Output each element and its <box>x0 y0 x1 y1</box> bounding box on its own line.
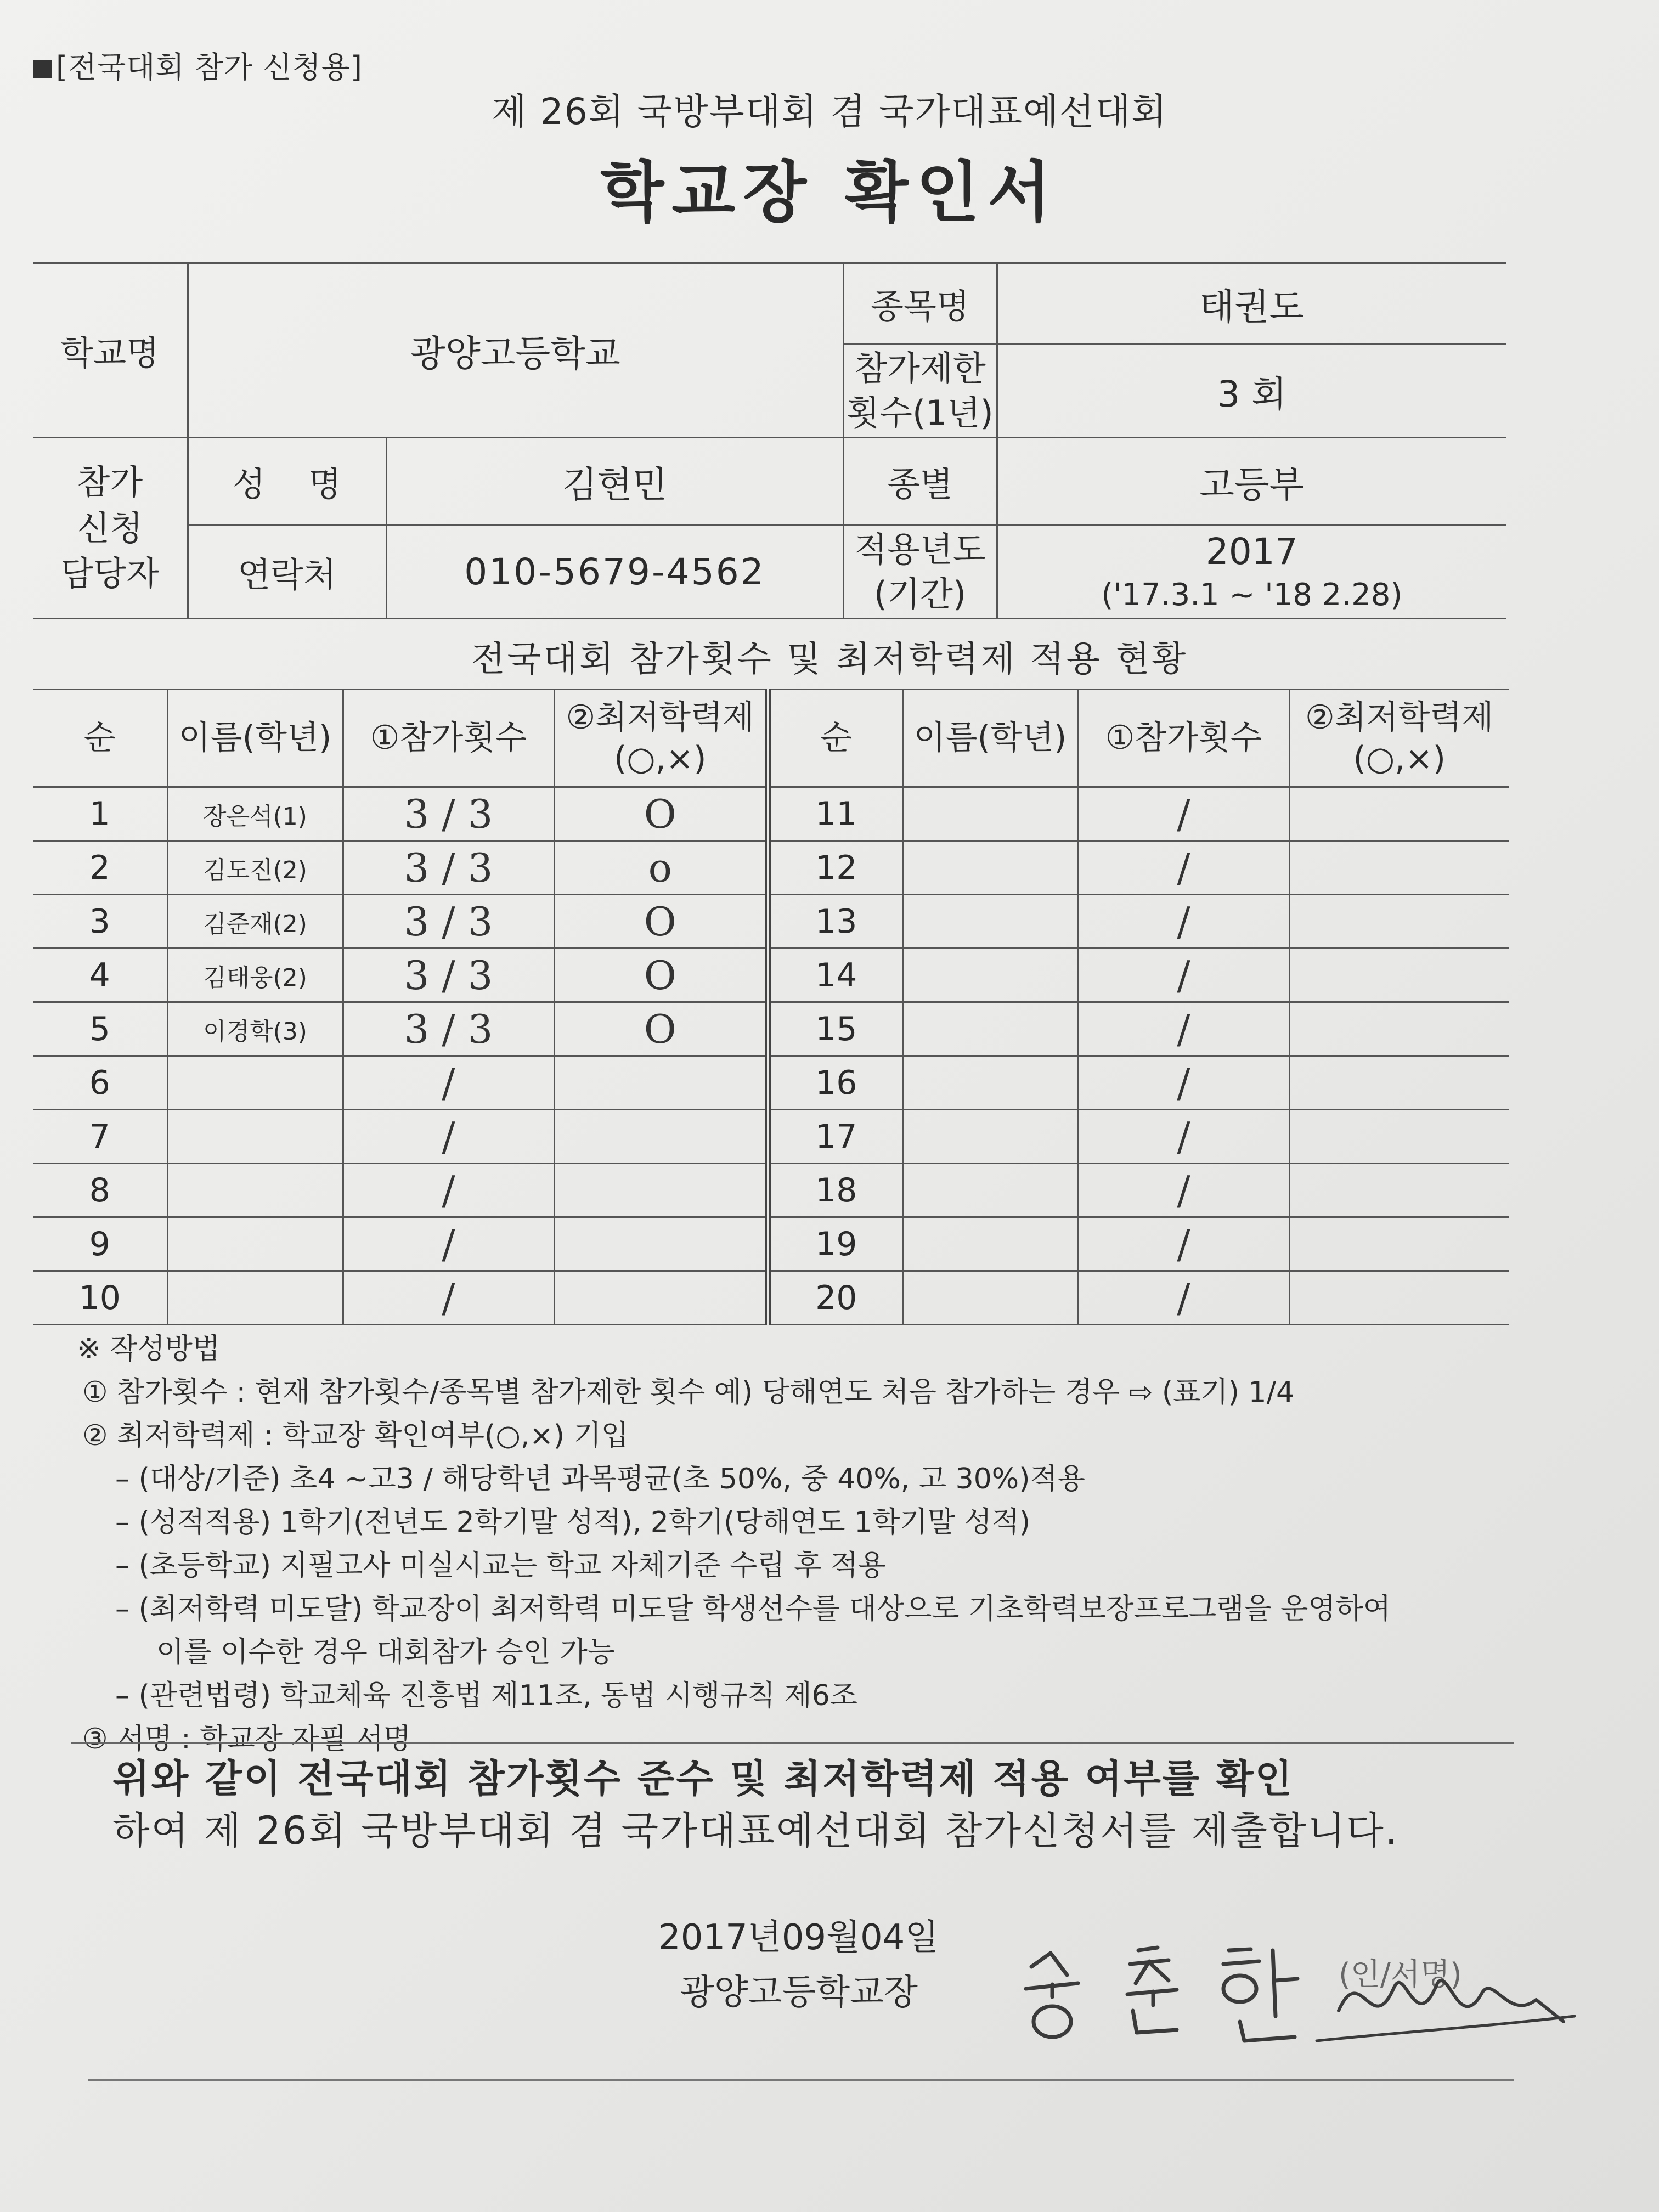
min-academic-check <box>554 1110 768 1164</box>
note-3: ③ 서명 : 학교장 자필 서명 <box>82 1723 411 1756</box>
form-tag-text: [전국대회 참가 신청용] <box>56 50 363 84</box>
note-2b: – (성적적용) 1학기(전년도 2학기말 성적), 2학기(당해연도 1학기말 성적) <box>115 1506 1031 1539</box>
name-label: 성 명 <box>188 438 386 526</box>
header-name-left: 이름(학년) <box>167 690 343 787</box>
document-title: 학교장 확인서 <box>600 155 1059 231</box>
min-academic-check <box>1289 1217 1509 1271</box>
statement-line-2: 하여 제 26회 국방부대회 겸 국가대표예선대회 참가신청서를 제출합니다. <box>112 1808 1400 1853</box>
participant-name <box>902 787 1078 841</box>
participation-count: / <box>1078 1002 1289 1056</box>
participant-name <box>902 949 1078 1002</box>
participant-name <box>902 1271 1078 1325</box>
row-number: 2 <box>33 841 167 895</box>
event-value: 태권도 <box>997 263 1506 345</box>
row-number: 13 <box>768 895 902 949</box>
participation-count: / <box>1078 1217 1289 1271</box>
participation-count: / <box>1078 841 1289 895</box>
row-number: 10 <box>33 1271 167 1325</box>
min-academic-check: O <box>554 949 768 1002</box>
row-number: 11 <box>768 787 902 841</box>
header-no-left: 순 <box>33 690 167 787</box>
note-2: ② 최저학력제 : 학교장 확인여부(○,×) 기입 <box>82 1419 629 1453</box>
row-number: 17 <box>768 1110 902 1164</box>
participant-name <box>167 1110 343 1164</box>
participant-name: 김준재(2) <box>167 895 343 949</box>
limit-label: 참가제한 횟수(1년) <box>843 345 997 438</box>
participation-count: / <box>343 1217 554 1271</box>
participation-count: / <box>343 1271 554 1325</box>
limit-value: 3 회 <box>997 345 1506 438</box>
min-academic-check <box>1289 1110 1509 1164</box>
header-name-right: 이름(학년) <box>902 690 1078 787</box>
roster-table <box>33 689 1509 1325</box>
year-label: 적용년도 (기간) <box>843 526 997 619</box>
min-academic-check <box>1289 841 1509 895</box>
square-bullet-icon <box>33 60 52 78</box>
note-2e: – (관련법령) 학교체육 진흥법 제11조, 동법 시행규칙 제6조 <box>115 1679 857 1713</box>
participant-name <box>167 1164 343 1217</box>
participation-count: / <box>1078 787 1289 841</box>
participation-count: / <box>343 1056 554 1110</box>
row-number: 20 <box>768 1271 902 1325</box>
row-number: 15 <box>768 1002 902 1056</box>
table-row <box>33 949 1509 1002</box>
notes-title: ※ 작성방법 <box>77 1333 221 1365</box>
row-number: 6 <box>33 1056 167 1110</box>
header-count-right: ①참가횟수 <box>1078 690 1289 787</box>
divider-rule <box>71 1742 1514 1744</box>
participant-name: 김도진(2) <box>167 841 343 895</box>
header-min-right: ②최저학력제 (○,×) <box>1289 690 1509 787</box>
table-row <box>33 895 1509 949</box>
signer-title: 광양고등학교장 <box>680 1972 918 2013</box>
table-row <box>33 1002 1509 1056</box>
participation-count: 3 / 3 <box>343 949 554 1002</box>
min-academic-check <box>1289 1056 1509 1110</box>
form-tag <box>33 44 363 86</box>
min-academic-check: o <box>554 841 768 895</box>
handwritten-signature <box>1009 1928 1580 2060</box>
participant-name: 이경학(3) <box>167 1002 343 1056</box>
participation-count: / <box>1078 895 1289 949</box>
confirmation-statement <box>112 1753 1539 1857</box>
seal-signature-label: (인/서명) <box>1339 1957 1462 1993</box>
min-academic-check <box>554 1217 768 1271</box>
notes <box>77 1328 1509 1761</box>
row-number: 7 <box>33 1110 167 1164</box>
participant-name <box>167 1271 343 1325</box>
applicant-label: 참가 신청 담당자 <box>33 438 188 619</box>
participation-count: / <box>1078 1164 1289 1217</box>
min-academic-check <box>1289 1271 1509 1325</box>
header-min-left: ②최저학력제 (○,×) <box>554 690 768 787</box>
table-row <box>33 1271 1509 1325</box>
row-number: 8 <box>33 1164 167 1217</box>
statement-line-1: 위와 같이 전국대회 참가횟수 준수 및 최저학력제 적용 여부를 확인 <box>112 1756 1294 1801</box>
note-2d: – (최저학력 미도달) 학교장이 최저학력 미도달 학생선수를 대상으로 기초학력보장프로그램을 운영하여 <box>115 1593 1391 1626</box>
min-academic-check <box>1289 1002 1509 1056</box>
min-academic-check <box>554 1271 768 1325</box>
contact-label: 연락처 <box>188 526 386 619</box>
event-label: 종목명 <box>843 263 997 345</box>
row-number: 1 <box>33 787 167 841</box>
participant-name <box>902 1217 1078 1271</box>
participation-count: 3 / 3 <box>343 1002 554 1056</box>
participation-count: / <box>1078 949 1289 1002</box>
table-row <box>33 787 1509 841</box>
participant-name <box>902 895 1078 949</box>
participation-count: / <box>1078 1110 1289 1164</box>
participant-name <box>902 1164 1078 1217</box>
contact-value: 010-5679-4562 <box>386 526 843 619</box>
min-academic-check <box>554 1056 768 1110</box>
min-academic-check <box>1289 949 1509 1002</box>
bottom-rule <box>88 2079 1514 2081</box>
year-value: 2017 ('17.3.1 ~ '18 2.28) <box>997 526 1506 619</box>
table-row <box>33 1110 1509 1164</box>
participant-name <box>902 1056 1078 1110</box>
min-academic-check <box>1289 895 1509 949</box>
note-2a: – (대상/기준) 초4 ~고3 / 해당학년 과목평균(초 50%, 중 40%, 고 30%)적용 <box>115 1463 1085 1496</box>
row-number: 12 <box>768 841 902 895</box>
participant-name <box>902 841 1078 895</box>
table-row <box>33 1056 1509 1110</box>
participation-count: / <box>343 1164 554 1217</box>
note-2c: – (초등학교) 지필고사 미실시교는 학교 자체기준 수립 후 적용 <box>115 1549 886 1583</box>
table-row <box>33 841 1509 895</box>
row-number: 19 <box>768 1217 902 1271</box>
division-label: 종별 <box>843 438 997 526</box>
participation-count: 3 / 3 <box>343 895 554 949</box>
min-academic-check: O <box>554 787 768 841</box>
participation-count: / <box>1078 1271 1289 1325</box>
row-number: 14 <box>768 949 902 1002</box>
school-label: 학교명 <box>33 263 188 438</box>
participation-count: 3 / 3 <box>343 841 554 895</box>
participant-name: 장은석(1) <box>167 787 343 841</box>
table-row <box>33 1217 1509 1271</box>
name-value: 김현민 <box>386 438 843 526</box>
participant-name <box>902 1110 1078 1164</box>
min-academic-check <box>1289 1164 1509 1217</box>
min-academic-check: O <box>554 895 768 949</box>
row-number: 9 <box>33 1217 167 1271</box>
header-no-right: 순 <box>768 690 902 787</box>
table-row <box>33 1164 1509 1217</box>
participant-name <box>167 1217 343 1271</box>
participant-name <box>902 1002 1078 1056</box>
participation-count: / <box>1078 1056 1289 1110</box>
min-academic-check <box>1289 787 1509 841</box>
section-heading: 전국대회 참가횟수 및 최저학력제 적용 현황 <box>471 639 1188 680</box>
row-number: 16 <box>768 1056 902 1110</box>
signature-date: 2017년09월04일 <box>658 1917 939 1958</box>
row-number: 5 <box>33 1002 167 1056</box>
participation-count: / <box>343 1110 554 1164</box>
header-count-left: ①참가횟수 <box>343 690 554 787</box>
note-1: ① 참가횟수 : 현재 참가횟수/종목별 참가제한 횟수 예) 당해연도 처음 참가하는 경우 ⇨ (표기) 1/4 <box>82 1376 1295 1409</box>
row-number: 3 <box>33 895 167 949</box>
school-value: 광양고등학교 <box>188 263 843 438</box>
participation-count: 3 / 3 <box>343 787 554 841</box>
division-value: 고등부 <box>997 438 1506 526</box>
note-2d-continued: 이를 이수한 경우 대회참가 승인 가능 <box>156 1636 616 1669</box>
row-number: 18 <box>768 1164 902 1217</box>
min-academic-check <box>554 1164 768 1217</box>
min-academic-check: O <box>554 1002 768 1056</box>
row-number: 4 <box>33 949 167 1002</box>
participant-name: 김태웅(2) <box>167 949 343 1002</box>
document-subtitle: 제 26회 국방부대회 겸 국가대표예선대회 <box>492 91 1167 133</box>
participant-name <box>167 1056 343 1110</box>
info-table <box>33 262 1506 619</box>
